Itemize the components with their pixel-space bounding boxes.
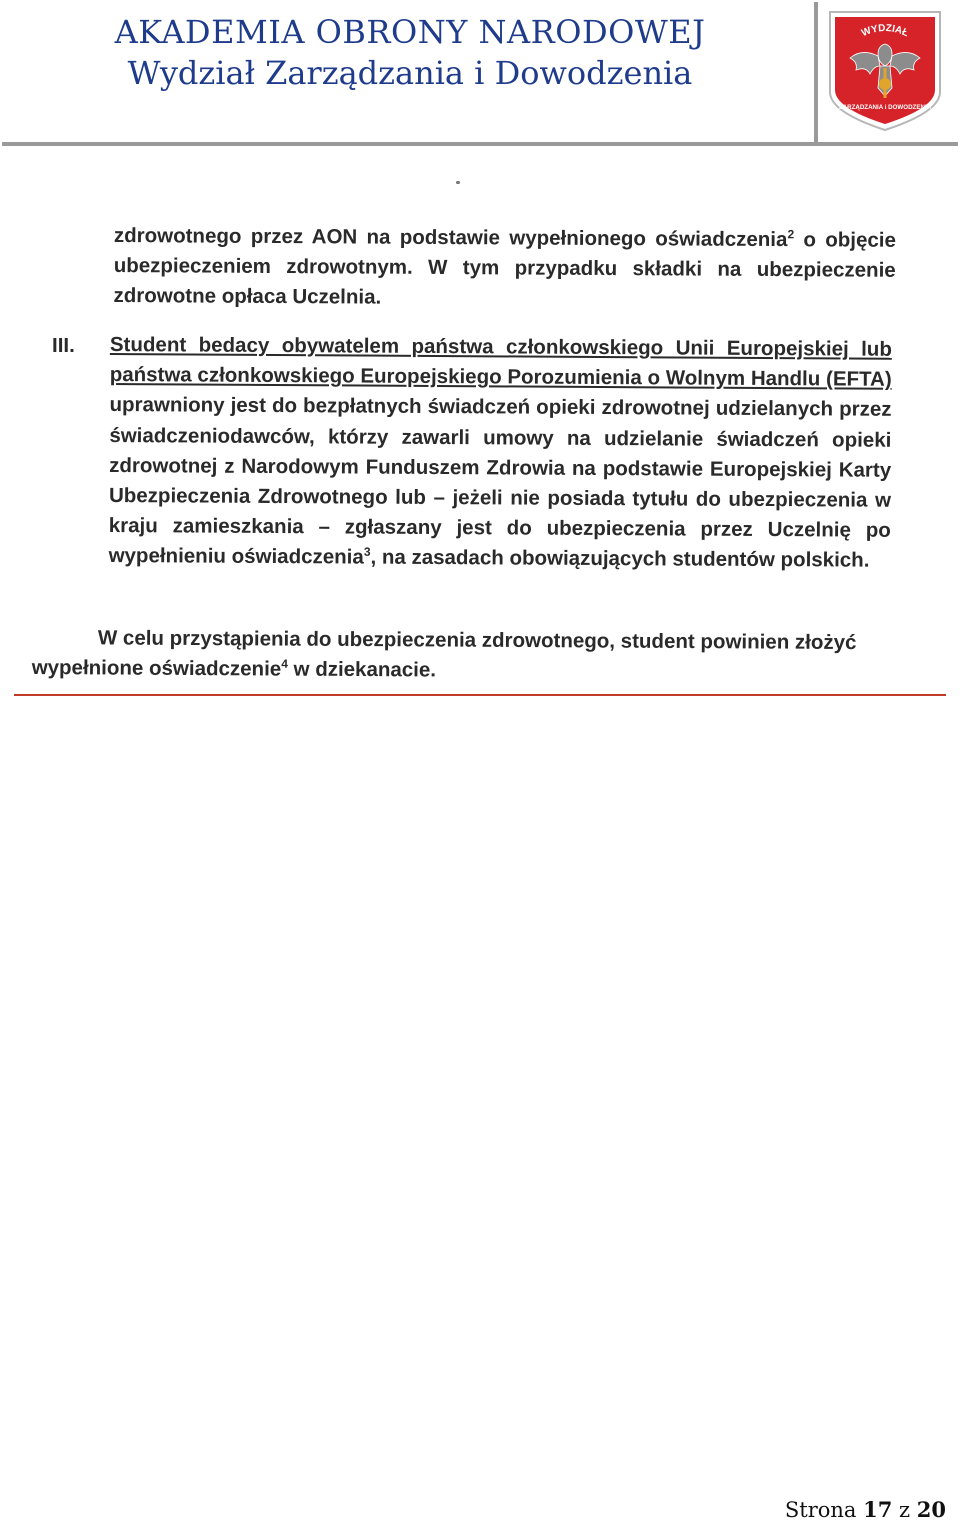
page-of-label: z: [892, 1498, 917, 1522]
paragraph-text: uprawniony jest do bezpłatnych świadczeń opieki zdrowotnej udzielanych przez świadczeniodawców, którzy zawarli umowy na udzielanie świadczeń opieki zdrowotnej z Narodowym Funduszem Zdrowia na podstawie Europejskiej Karty Ubezpieczenia Zdrowotnego lub – jeżeli nie posiada tytułu do ubezpieczenia w kraju zamieszkania – zgłaszany jest do ubezpieczenia przez Uczelnię po wypełnieniu oświadczenia: [108, 393, 892, 569]
total-pages: 20: [916, 1497, 946, 1522]
faculty-logo: [826, 8, 944, 134]
logo-bottom-text: ZARZĄDZANIA i DOWODZENIA: [838, 104, 932, 111]
paragraph-text: zdrowotnego przez AON na podstawie wypełnionego oświadczenia: [113, 223, 788, 252]
scanned-document-excerpt: [18, 175, 948, 685]
header-faculty-name: Wydział Zarządzania i Dowodzenia: [127, 54, 693, 92]
footnote-ref: 3: [363, 545, 371, 560]
paragraph-submission: [32, 623, 894, 688]
paragraph-insurance-by-aon: [113, 221, 896, 316]
paragraph-eu-efta-student: [109, 330, 892, 576]
current-page: 17: [863, 1497, 893, 1522]
faculty-shield-icon: [826, 8, 944, 134]
footnote-ref: 2: [787, 227, 795, 242]
header-title-block: [0, 12, 820, 94]
paragraph-text: , na zasadach obowiązujących studentów polskich.: [370, 546, 870, 573]
paragraph-text: W celu przystąpienia do ubezpieczenia zdrowotnego, student powinien złożyć wypełnione oświadczenie: [31, 626, 857, 681]
header-vertical-divider: [814, 2, 818, 142]
underlined-text: Student bedacy obywatelem państwa członkowskiego Unii Europejskiej lub państwa członkowskiego Europejskiego Porozumienia o Wolnym Handlu (EFTA): [109, 332, 892, 391]
scan-speck: [456, 181, 460, 184]
header-horizontal-divider: [2, 142, 958, 146]
section-divider-red: [14, 694, 946, 696]
paragraph-text: o objęcie ubezpieczeniem zdrowotnym. W tym przypadku składki na ubezpieczenie zdrowotne opłaca Uczelnia.: [113, 228, 896, 309]
page-label: Strona: [784, 1498, 864, 1522]
logo-top-text: WYDZIAŁ: [860, 22, 911, 40]
page-header: [0, 0, 960, 146]
page-number-footer: [785, 1496, 946, 1524]
section-number: III.: [52, 334, 75, 357]
footnote-ref: 4: [281, 656, 288, 671]
header-university-name: AKADEMIA OBRONY NARODOWEJ: [114, 13, 706, 51]
paragraph-text: w dziekanacie.: [287, 657, 437, 682]
